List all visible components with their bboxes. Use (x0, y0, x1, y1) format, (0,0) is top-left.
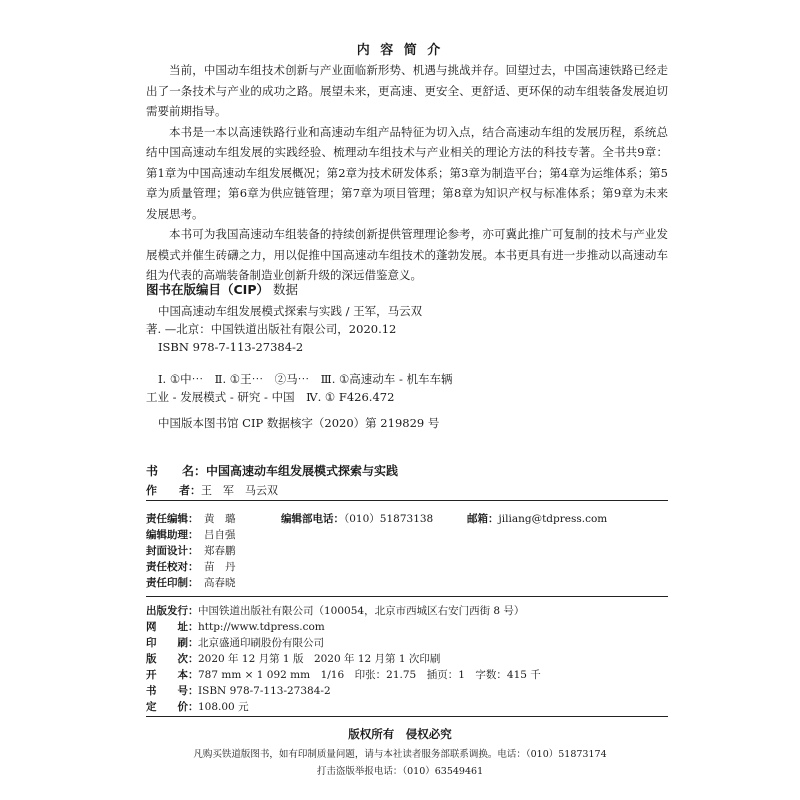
staff-row-print (146, 575, 236, 592)
proof-label: 责任校对： (146, 561, 199, 573)
piracy-notice: 打击盗版举报电话：（010）63549461 (316, 766, 484, 777)
pub-row-publisher (146, 603, 524, 620)
print-label: 责任印制： (146, 577, 199, 589)
printer-label: 印 刷： (146, 637, 199, 649)
book-author-value: 王 军 马云双 (201, 484, 278, 497)
book-author-label: 作 者： (146, 484, 201, 497)
cip-line-3: ISBN 978-7-113-27384-2 (158, 340, 304, 354)
staff-email (467, 511, 607, 528)
divider-middle (146, 596, 668, 597)
cip-heading-tail: 数据 (272, 282, 298, 297)
book-title-value: 中国高速动车组发展模式探索与实践 (206, 464, 399, 478)
cip-classification (146, 370, 566, 406)
isbn-label: 书 号： (146, 685, 199, 697)
website-label: 网 址： (146, 621, 199, 633)
price-label: 定 价： (146, 701, 199, 713)
divider-top (146, 500, 668, 501)
quality-notice: 凡购买铁道版图书，如有印制质量问题，请与本社读者服务部联系调换。电话：（010）51873174 (193, 749, 607, 760)
cip-heading (146, 280, 298, 298)
pub-row-edition (146, 651, 440, 668)
assistant-value: 吕自强 (204, 529, 236, 541)
pub-row-website (146, 619, 325, 636)
rights-notice: 版权所有 侵权必究 (348, 727, 452, 741)
cip-heading-main: 图书在版编目（CIP） (146, 282, 269, 297)
divider-bottom (146, 716, 668, 717)
page-title: 内 容 简 介 (356, 43, 444, 58)
intro-paragraph-3: 本书可为我国高速动车组装备的持续创新提供管理理论参考，亦可冀此推广可复制的技术与产业发展模式并催生砖礴之力，用以促推中国高速动车组技术的蓬勃发展。本书更具有进一步推动以高速动车组为代表的高端装备制造业创新升级的深远借鉴意义。 (146, 227, 668, 282)
intro-paragraph-1: 当前，中国动车组技术创新与产业面临新形势、机遇与挑战并存。回望过去，中国高速铁路已经走出了一条技术与产业的成功之路。展望未来，更高速、更安全、更舒适、更环保的动车组装备发展迫切需要前期指导。 (146, 63, 668, 118)
book-title-label: 书 名： (146, 464, 207, 478)
staff-row-proof (146, 559, 236, 576)
cip-line-4: Ⅰ. ①中⋯ Ⅱ. ①王⋯ ②马⋯ Ⅲ. ①高速动车 - 机车车辆 (158, 372, 453, 386)
cip-record (146, 302, 566, 356)
edition-label: 版 次： (146, 653, 199, 665)
email-value: jiliang@tdpress.com (498, 513, 608, 525)
cip-line-6: 中国版本图书馆 CIP 数据核字（2020）第 219829 号 (158, 416, 440, 430)
staff-row-cover (146, 543, 236, 560)
cip-number (146, 414, 566, 432)
staff-phone (281, 511, 433, 528)
cip-line-1: 中国高速动车组发展模式探索与实践 / 王军，马云双 (158, 304, 423, 318)
price-value: 108.00 元 (198, 701, 249, 713)
cip-line-5: 工业 - 发展模式 - 研究 - 中国 Ⅳ. ① F426.472 (146, 390, 395, 404)
phone-value: （010）51873138 (344, 513, 434, 525)
printer-value: 北京盛通印刷股份有限公司 (198, 637, 324, 649)
staff-row-assistant (146, 527, 236, 544)
pub-row-isbn (146, 683, 331, 700)
email-label: 邮箱： (467, 513, 499, 525)
assistant-label: 编辑助理： (146, 529, 199, 541)
pub-row-price (146, 699, 249, 716)
isbn-value: ISBN 978-7-113-27384-2 (198, 685, 331, 697)
format-value: 787 mm × 1 092 mm 1/16 印张：21.75 插页：1 字数：415 千 (198, 669, 541, 681)
book-title-row (146, 462, 398, 479)
format-label: 开 本： (146, 669, 199, 681)
intro-text (146, 60, 668, 286)
editor-label: 责任编辑： (146, 513, 199, 525)
publisher-value: 中国铁道出版社有限公司（100054，北京市西城区右安门西街 8 号） (198, 605, 525, 617)
editor-value: 黄 璐 (204, 513, 236, 525)
book-author-row (146, 482, 278, 498)
pub-row-printer (146, 635, 324, 652)
edition-value: 2020 年 12 月第 1 版 2020 年 12 月第 1 次印刷 (198, 653, 441, 665)
cover-value: 郑春鹏 (204, 545, 236, 557)
pub-row-format (146, 667, 541, 684)
print-value: 高春晓 (204, 577, 236, 589)
phone-label: 编辑部电话： (281, 513, 344, 525)
website-value: http://www.tdpress.com (198, 621, 325, 633)
intro-paragraph-2: 本书是一本以高速铁路行业和高速动车组产品特征为切入点，结合高速动车组的发展历程，系统总结中国高速动车组发展的实践经验、梳理动车组技术与产业相关的理论方法的科技专著。全书共9章：第1章为中国高速动车组发展概况；第2章为技术研发体系；第3章为制造平台；第4章为运维体系；第5章为质量管理；第6章为供应链管理；第7章为项目管理；第8章为知识产权与标准体系；第9章为未来发展思考。 (146, 124, 668, 221)
publisher-label: 出版发行： (146, 605, 199, 617)
cip-line-2: 著. —北京：中国铁道出版社有限公司，2020.12 (146, 322, 397, 336)
cover-label: 封面设计： (146, 545, 199, 557)
proof-value: 苗 丹 (204, 561, 236, 573)
staff-row-editor (146, 511, 236, 528)
